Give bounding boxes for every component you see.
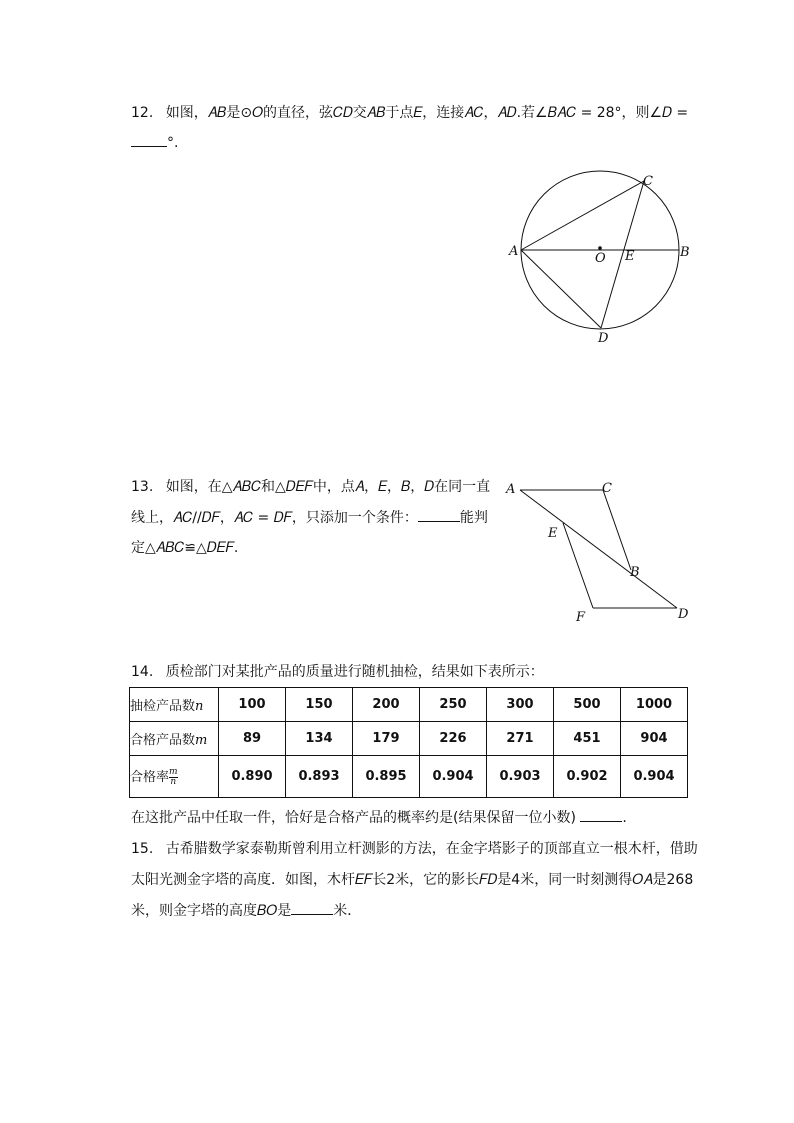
q14-line1 <box>131 662 544 682</box>
label-d: D <box>598 331 609 346</box>
q14-question-text: 在这批产品中任取一件，恰好是合格产品的概率约是(结果保留一位小数) <box>131 810 576 826</box>
q15-text3: 米，则金字塔的高度𝐵𝑂是 <box>131 903 292 919</box>
q12-text: 如图，𝐴𝐵是⊙𝑂的直径，弦𝐶𝐷交𝐴𝐵于点𝐸，连接𝐴𝐶，𝐴𝐷.若∠𝐵𝐴𝐶 = 28°，则∠𝐷 = <box>165 105 689 121</box>
q15-line1 <box>131 839 698 859</box>
q15-text2: 太阳光测金字塔的高度．如图，木杆𝐸𝐹长2米，它的影长𝐹𝐷是4米，同一时刻测得𝑂𝐴是268 <box>131 872 694 888</box>
cell-n-4: 250 <box>420 688 487 722</box>
label-e: E <box>625 249 635 264</box>
table-row-qualified <box>130 722 688 756</box>
q13-number: 13. <box>131 479 154 495</box>
q15-text1: 古希腊数学家泰勒斯曾利用立杆测影的方法，在金字塔影子的顶部直立一根木杆，借助 <box>165 841 698 857</box>
table-row-sampled <box>130 688 688 722</box>
q13-text3: 定△𝐴𝐵𝐶≌△𝐷𝐸𝐹. <box>131 540 239 556</box>
label-c-q13: C <box>602 481 612 496</box>
q14-number: 14. <box>131 664 154 680</box>
q15-line3 <box>131 901 361 921</box>
cell-m-6: 451 <box>554 722 621 756</box>
q12-number: 12. <box>131 105 154 121</box>
cell-n-2: 150 <box>286 688 353 722</box>
q14-answer-blank <box>580 809 622 822</box>
cell-rate-1: 0.890 <box>219 756 286 798</box>
q14-quality-table <box>129 687 688 798</box>
cell-rate-3: 0.895 <box>353 756 420 798</box>
q13-line1 <box>131 477 490 497</box>
label-a-q13: A <box>506 482 516 497</box>
label-b: B <box>680 245 690 260</box>
q12-circle-figure <box>500 165 700 350</box>
cell-n-6: 500 <box>554 688 621 722</box>
label-o: O <box>595 251 606 266</box>
label-d-q13: D <box>678 607 689 622</box>
segment-cb <box>603 490 631 570</box>
center-point-o <box>598 246 602 250</box>
segment-ac <box>521 181 644 250</box>
q15-line2 <box>131 870 693 890</box>
cell-n-7: 1000 <box>621 688 688 722</box>
q13-text2: 线上，𝐴𝐶//𝐷𝐹，𝐴𝐶 = 𝐷𝐹，只添加一个条件： <box>131 510 418 526</box>
q13-answer-blank <box>418 509 460 522</box>
q12-answer-blank <box>131 134 167 147</box>
line-aed <box>520 490 677 608</box>
q14-question <box>131 808 627 828</box>
segment-ad <box>521 250 601 328</box>
q13-text2-suffix: 能判 <box>459 510 488 526</box>
cell-rate-5: 0.903 <box>487 756 554 798</box>
q12-degree-suffix: °. <box>167 135 179 151</box>
q13-text1: 如图，在△𝐴𝐵𝐶和△𝐷𝐸𝐹中，点𝐴，𝐸，𝐵，𝐷在同一直 <box>165 479 491 495</box>
cell-n-5: 300 <box>487 688 554 722</box>
table-row-rate <box>130 756 688 798</box>
q14-question-suffix: . <box>622 810 627 826</box>
q13-triangles-figure <box>500 478 700 628</box>
cell-n-3: 200 <box>353 688 420 722</box>
cell-rate-7: 0.904 <box>621 756 688 798</box>
cell-m-1: 89 <box>219 722 286 756</box>
q15-text3-suffix: 米． <box>333 903 362 919</box>
q14-intro: 质检部门对某批产品的质量进行随机抽检，结果如下表所示： <box>165 664 544 680</box>
cell-n-1: 100 <box>219 688 286 722</box>
cell-rate-2: 0.893 <box>286 756 353 798</box>
label-a: A <box>509 244 519 259</box>
q13-line3 <box>131 538 238 558</box>
cell-m-2: 134 <box>286 722 353 756</box>
row-header-sampled: 抽检产品数n <box>130 688 219 722</box>
q15-number: 15. <box>131 841 154 857</box>
cell-m-7: 904 <box>621 722 688 756</box>
label-b-q13: B <box>630 565 640 580</box>
chord-cd <box>601 181 644 328</box>
q12-line1 <box>131 103 688 123</box>
label-e-q13: E <box>548 526 558 541</box>
row-header-qualified: 合格产品数m <box>130 722 219 756</box>
cell-m-5: 271 <box>487 722 554 756</box>
segment-ef <box>563 523 593 608</box>
label-c: C <box>643 174 653 189</box>
cell-m-4: 226 <box>420 722 487 756</box>
cell-rate-4: 0.904 <box>420 756 487 798</box>
q12-line2 <box>131 133 178 153</box>
q15-answer-blank <box>291 902 333 915</box>
cell-rate-6: 0.902 <box>554 756 621 798</box>
cell-m-3: 179 <box>353 722 420 756</box>
q13-line2 <box>131 508 488 528</box>
label-f-q13: F <box>576 610 586 625</box>
row-header-rate: 合格率 $\frac{m}{n}$ <box>130 756 219 798</box>
